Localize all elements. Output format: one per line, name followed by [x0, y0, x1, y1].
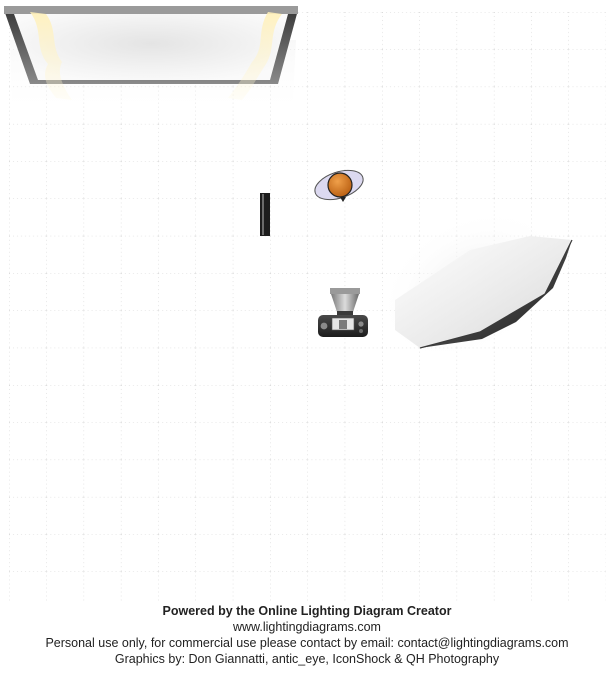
flag[interactable]	[260, 193, 270, 236]
softbox-top-edge	[4, 6, 298, 14]
subject-head	[328, 173, 352, 197]
overhead-softbox[interactable]	[4, 6, 298, 118]
flag-highlight	[262, 194, 264, 235]
camera-dial-right	[358, 321, 363, 326]
camera-screen	[339, 320, 347, 329]
footer-usage-note: Personal use only, for commercial use please contact by email: contact@lightingdiagrams.com	[45, 636, 569, 650]
footer-credits: Graphics by: Don Giannatti, antic_eye, IconShock & QH Photography	[114, 652, 500, 666]
camera-lens-hood	[330, 288, 360, 294]
camera-dial-right-small	[359, 329, 363, 333]
footer-title: Powered by the Online Lighting Diagram Creator	[162, 604, 452, 618]
camera-dial-left	[321, 323, 328, 330]
footer-url[interactable]: www.lightingdiagrams.com	[233, 620, 381, 634]
flag-body	[260, 193, 270, 236]
